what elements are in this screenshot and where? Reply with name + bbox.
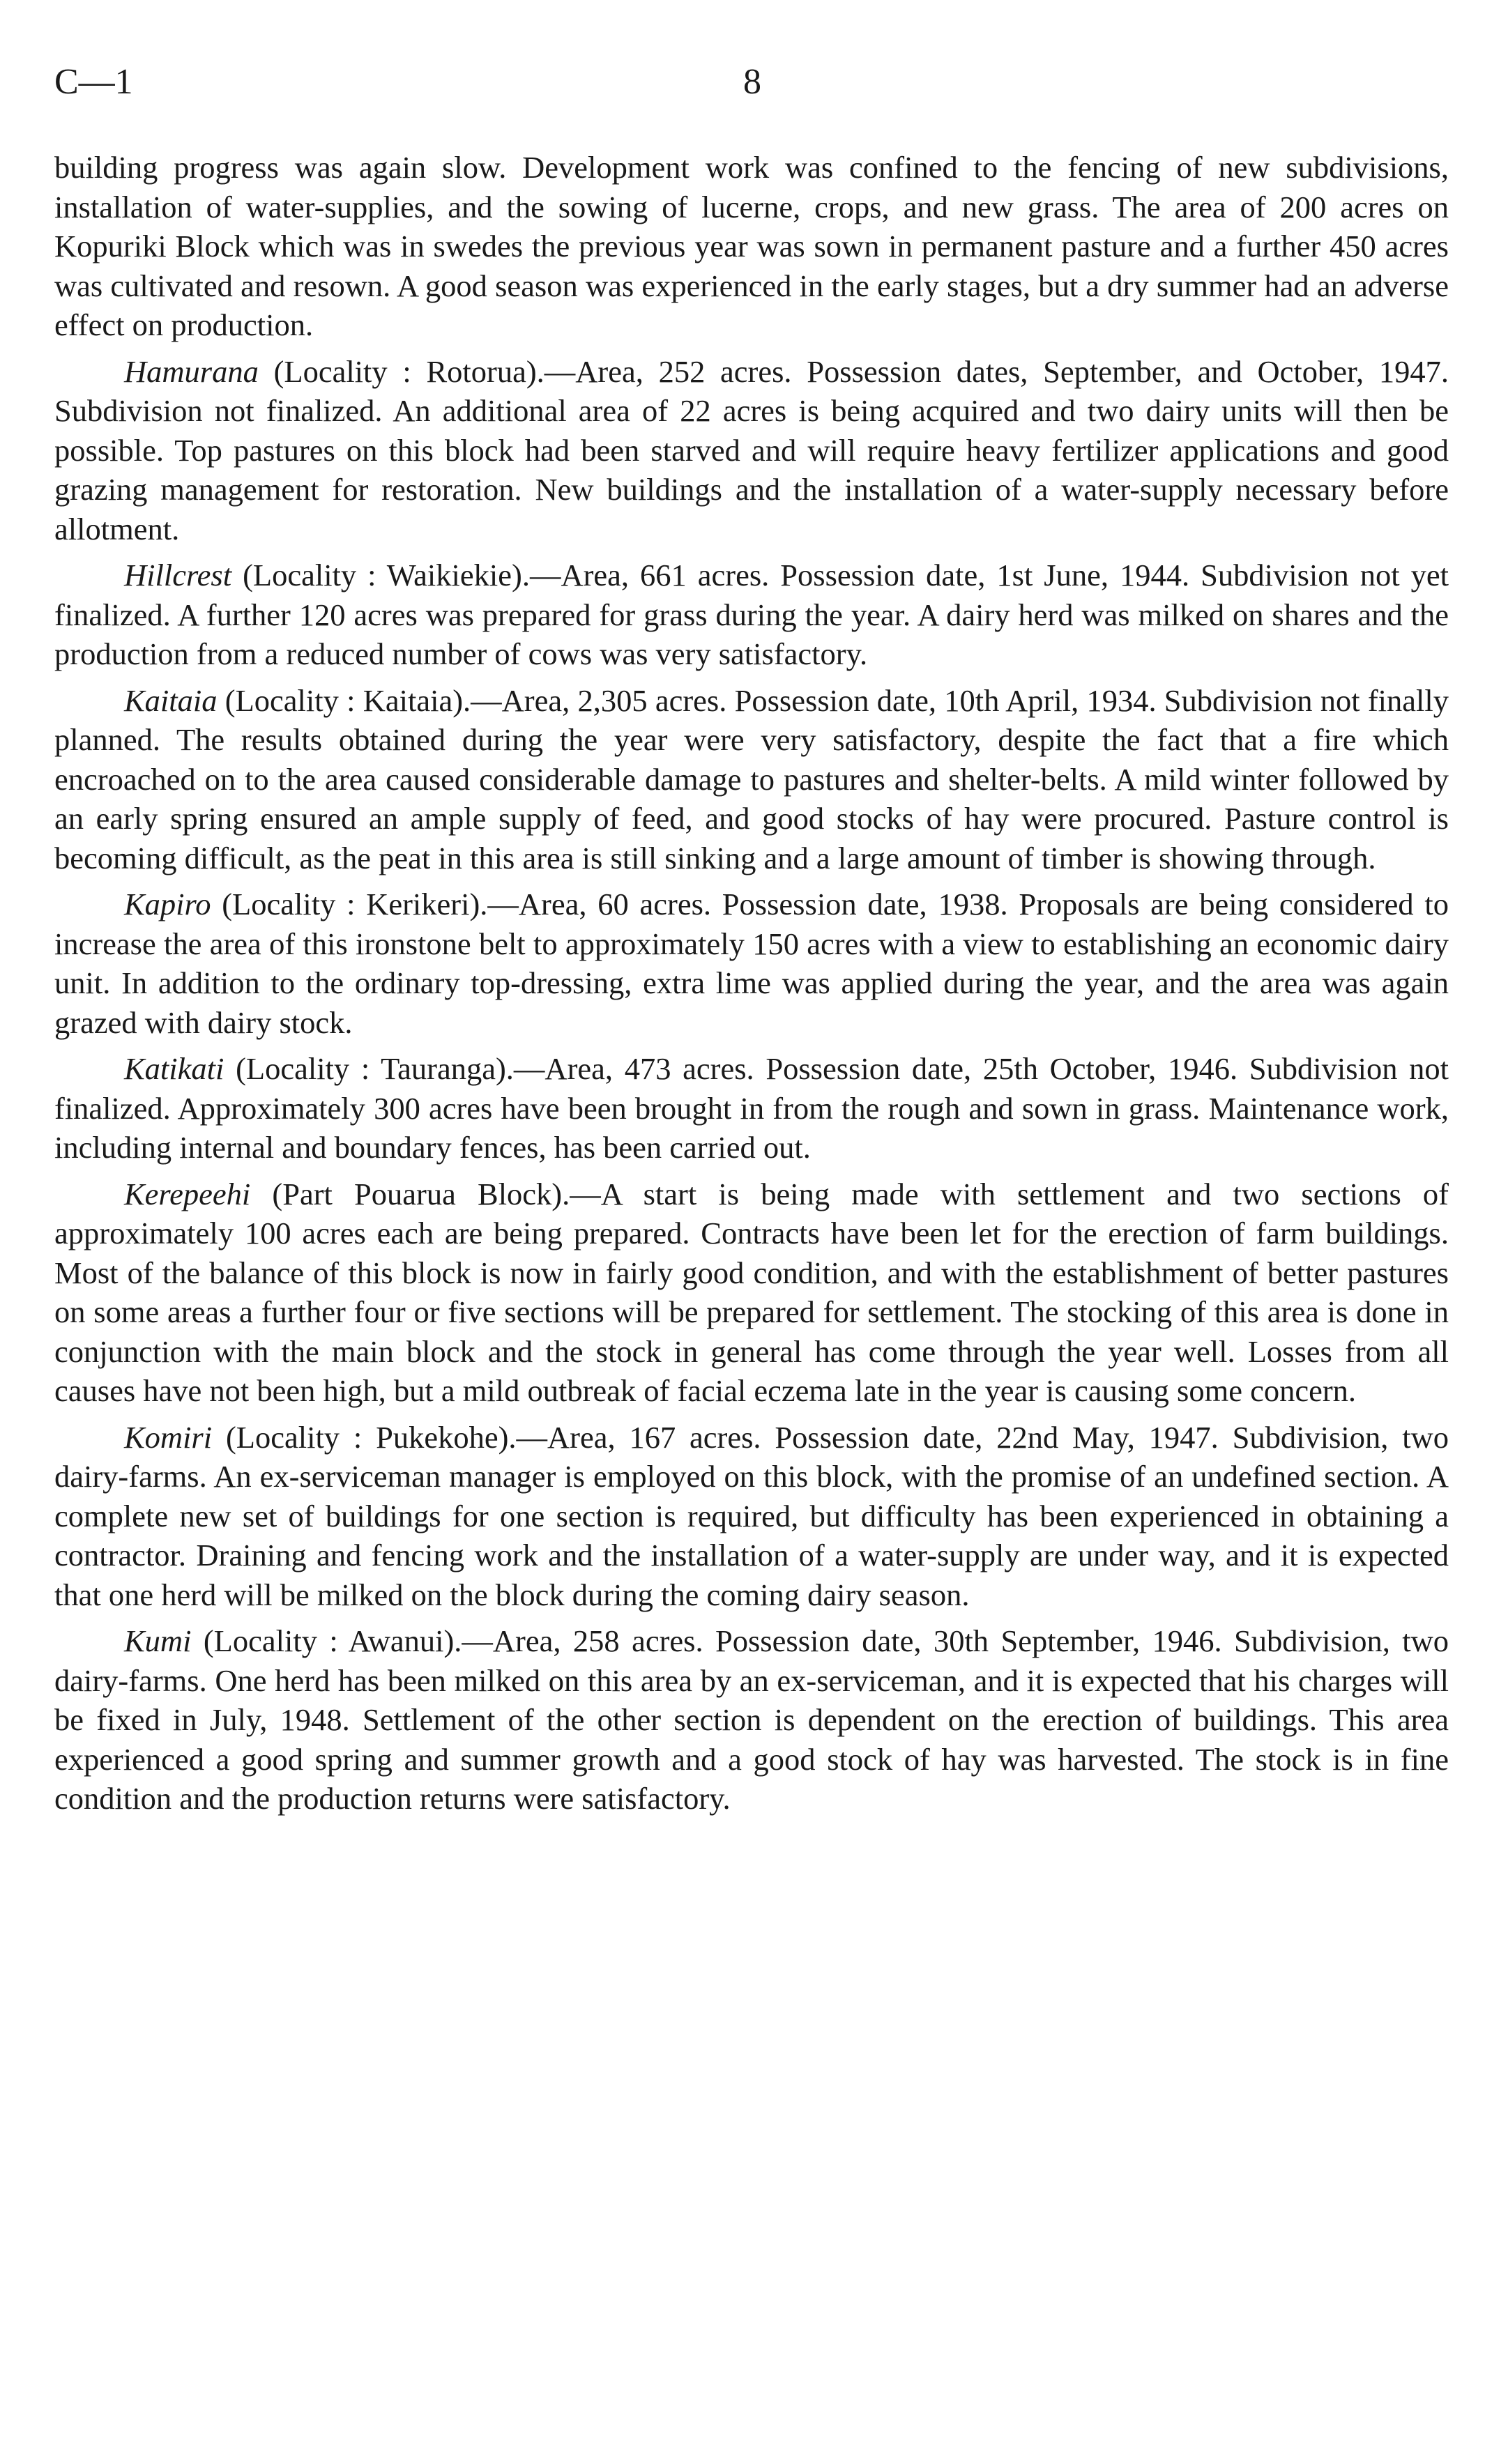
page-number: 8 xyxy=(743,62,761,102)
body-text xyxy=(54,148,1449,1826)
block-description: (Locality : Tauranga).—Area, 473 acres. Possession date, 25th October, 1946. Subdivision not finalized. Approximately 300 acres have been brought in from the rough and sown in grass. Maintenance work, including internal and boundary fences, has been carried out. xyxy=(54,1051,1449,1165)
block-entry-kumi xyxy=(54,1621,1449,1819)
block-entry-kaitaia xyxy=(54,681,1449,878)
document-reference: C—1 xyxy=(54,62,133,102)
block-entry-komiri xyxy=(54,1418,1449,1615)
block-name: Kumi xyxy=(124,1623,192,1658)
block-name: Hamurana xyxy=(124,353,259,389)
intro-paragraph: building progress was again slow. Development work was confined to the fencing of new subdivisions, installation of water-supplies, and the sowing of lucerne, crops, and new grass. The area of 200 acres on Kopuriki Block which was in swedes the previous year was sown in permanent pasture and a further 450 acres was cultivated and resown. A good season was experienced in the early stages, but a dry summer had an adverse effect on production. xyxy=(54,150,1449,342)
block-entry-hillcrest xyxy=(54,556,1449,674)
block-name: Komiri xyxy=(124,1419,213,1455)
block-entry-hamurana xyxy=(54,352,1449,549)
block-description: (Locality : Waikiekie).—Area, 661 acres. Possession date, 1st June, 1944. Subdivision not yet finalized. A further 120 acres was prepared for grass during the year. A dairy herd was milked on shares and the production from a reduced number of cows was very satisfactory. xyxy=(54,558,1449,671)
block-description: (Part Pouarua Block).—A start is being made with settlement and two sections of approximately 100 acres each are being prepared. Contracts have been let for the erection of farm buildings. Most of the balance of this block is now in fairly good condition, and with the establishment of better pastures on some areas a further four or five sections will be prepared for settlement. The stocking of this area is done in conjunction with the main block and the stock in general has come through the year well. Losses from all causes have not been high, but a mild outbreak of facial eczema late in the year is causing some concern. xyxy=(54,1176,1449,1408)
running-head xyxy=(54,61,1449,110)
block-name: Kapiro xyxy=(124,887,211,921)
block-description: (Locality : Awanui).—Area, 258 acres. Possession date, 30th September, 1946. Subdivision, two dairy-farms. One herd has been milked on this area by an ex-serviceman, and it is expected that his charges will be fixed in July, 1948. Settlement of the other section is dependent on the erection of buildings. This area experienced a good spring and summer growth and a good stock of hay was harvested. The stock is in fine condition and the production returns were satisfactory. xyxy=(54,1623,1449,1816)
block-entry-kerepeehi xyxy=(54,1174,1449,1411)
block-name: Kaitaia xyxy=(124,682,218,718)
block-description: (Locality : Kaitaia).—Area, 2,305 acres. Possession date, 10th April, 1934. Subdivision not finally planned. The results obtained during the year were very satisfactory, despite the fact that a fire which encroached on to the area caused considerable damage to pastures and shelter-belts. A mild winter followed by an early spring ensured an ample supply of feed, and good stocks of hay were procured. Pasture control is becoming difficult, as the peat in this area is still sinking and a large amount of timber is showing through. xyxy=(54,682,1449,875)
block-name: Katikati xyxy=(124,1051,224,1086)
block-entry-katikati xyxy=(54,1049,1449,1168)
block-description: (Locality : Kerikeri).—Area, 60 acres. Possession date, 1938. Proposals are being considered to increase the area of this ironstone belt to approximately 150 acres with a view to establishing an economic dairy unit. In addition to the ordinary top-dressing, extra lime was applied during the year, and the area was again grazed with dairy stock. xyxy=(54,887,1449,1040)
block-name: Hillcrest xyxy=(124,558,232,592)
block-entry-kapiro xyxy=(54,885,1449,1042)
block-name: Kerepeehi xyxy=(124,1176,251,1211)
block-description: (Locality : Rotorua).—Area, 252 acres. Possession dates, September, and October, 1947. Subdivision not finalized. An additional area of 22 acres is being acquired and two dairy units will then be possible. Top pastures on this block had been starved and will require heavy fertilizer applications and good grazing management for restoration. New buildings and the installation of a water-supply necessary before allotment. xyxy=(54,353,1449,546)
block-description: (Locality : Pukekohe).—Area, 167 acres. Possession date, 22nd May, 1947. Subdivision, two dairy-farms. An ex-serviceman manager is employed on this block, with the promise of an undefined section. A complete new set of buildings for one section is required, but difficulty has been experienced in obtaining a contractor. Draining and fencing work and the installation of a water-supply are under way, and it is expected that one herd will be milked on the block during the coming dairy season. xyxy=(54,1419,1449,1612)
